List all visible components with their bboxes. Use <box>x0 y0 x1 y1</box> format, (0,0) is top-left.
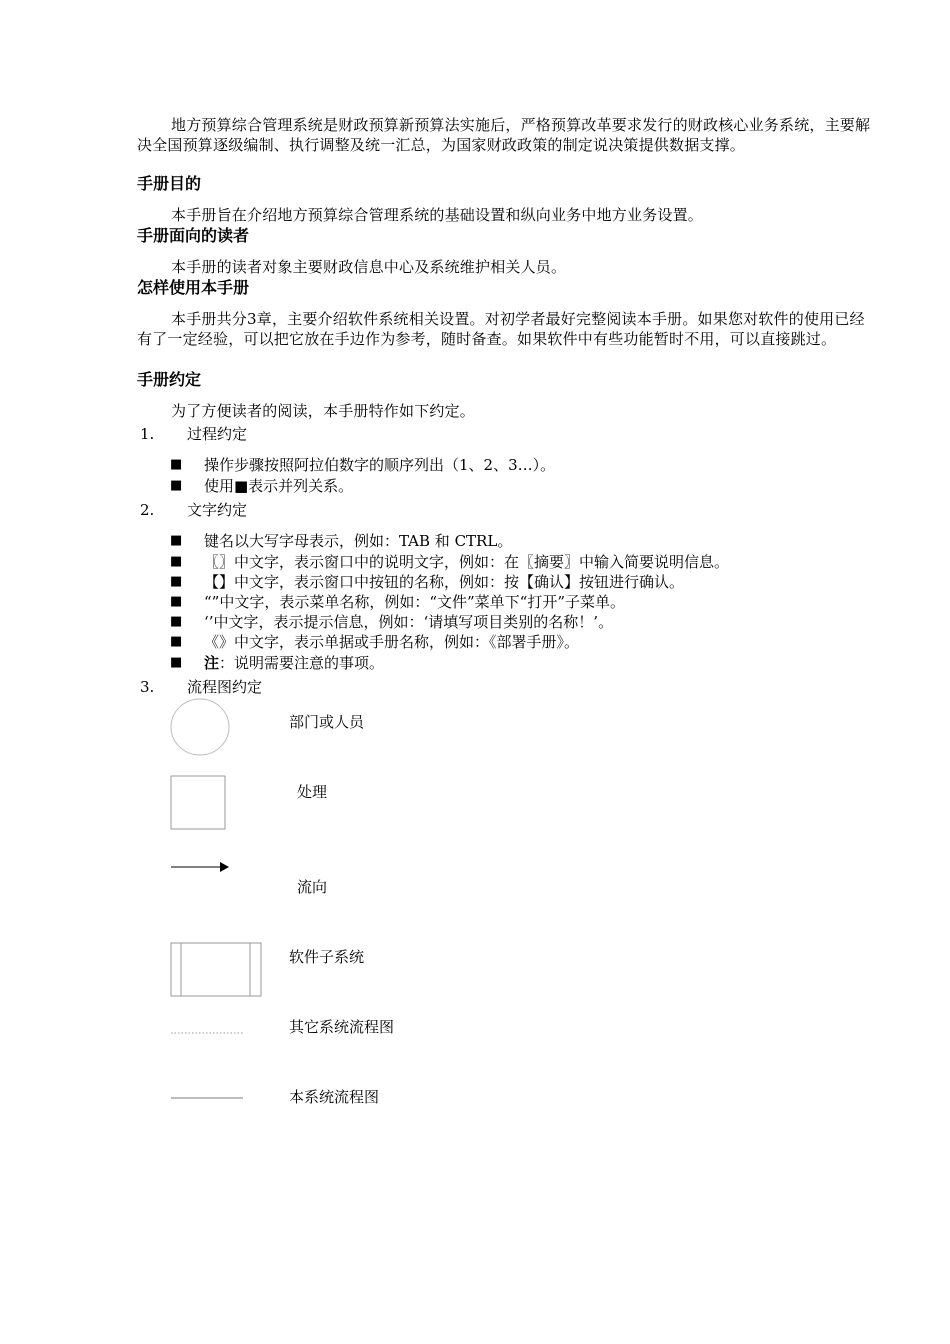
bullet-icon: ■ <box>170 634 183 649</box>
section-body-how-to-use: 本手册共分3章，主要介绍软件系统相关设置。对初学者最好完整阅读本手册。如果您对软件的使用已经有了一定经验，可以把它放在手边作为参考，随时备查。如果软件中有些功能暂时不用，可以直接跳过。 <box>137 310 865 348</box>
solid-line-icon <box>170 1095 246 1101</box>
list-title-process: 过程约定 <box>187 425 248 443</box>
circle-symbol-icon <box>169 697 231 757</box>
legend-label-department: 部门或人员 <box>289 713 365 731</box>
list-item: 使用■表示并列关系。 <box>204 477 354 495</box>
list-number-2: 2. <box>140 501 155 519</box>
intro-paragraph: 地方预算综合管理系统是财政预算新预算法实施后，严格预算改革要求发行的财政核心业务系统，主要解决全国预算逐级编制、执行调整及统一汇总，为国家财政政策的制定说决策提供数据支撑。 <box>137 116 871 154</box>
dotted-line-icon <box>170 1030 246 1036</box>
list-item: 键名以大写字母表示，例如：TAB 和 CTRL。 <box>204 532 513 550</box>
section-heading-conventions: 手册约定 <box>137 370 202 389</box>
section-body-purpose: 本手册旨在介绍地方预算综合管理系统的基础设置和纵向业务中地方业务设置。 <box>171 206 704 224</box>
section-body-conventions: 为了方便读者的阅读，本手册特作如下约定。 <box>171 402 476 420</box>
section-heading-how-to-use: 怎样使用本手册 <box>137 278 250 297</box>
list-title-text: 文字约定 <box>187 501 248 519</box>
legend-label-flow: 流向 <box>297 878 328 896</box>
bullet-icon: ■ <box>170 533 183 548</box>
legend-label-other-system: 其它系统流程图 <box>289 1018 395 1036</box>
list-item: 《》中文字，表示单据或手册名称，例如：《部署手册》。 <box>204 633 580 651</box>
list-item: 【】中文字，表示窗口中按钮的名称，例如：按【确认】按钮进行确认。 <box>204 573 685 591</box>
list-item-note <box>204 653 384 673</box>
list-item: 操作步骤按照阿拉伯数字的顺序列出（1、2、3…）。 <box>204 456 556 474</box>
legend-label-this-system: 本系统流程图 <box>289 1088 380 1106</box>
bullet-icon: ■ <box>170 574 183 589</box>
subsystem-box-icon <box>170 942 263 998</box>
arrow-right-icon <box>170 860 232 874</box>
note-text: ：说明需要注意的事项。 <box>219 654 385 672</box>
list-title-flowchart: 流程图约定 <box>187 678 263 696</box>
bullet-icon: ■ <box>170 655 183 670</box>
bullet-icon: ■ <box>170 478 183 493</box>
list-item: 〖〗中文字，表示窗口中的说明文字，例如：在〖摘要〗中输入简要说明信息。 <box>204 553 730 571</box>
bullet-icon: ■ <box>170 554 183 569</box>
process-box-icon <box>170 775 227 831</box>
bullet-icon: ■ <box>170 594 183 609</box>
legend-label-subsystem: 软件子系统 <box>289 948 365 966</box>
list-number-1: 1. <box>140 425 155 443</box>
bullet-icon: ■ <box>170 614 183 629</box>
note-label: 注 <box>204 654 220 672</box>
list-item: “”中文字，表示菜单名称，例如：“文件”菜单下“打开”子菜单。 <box>204 593 626 611</box>
list-number-3: 3. <box>140 678 155 696</box>
bullet-icon: ■ <box>170 457 183 472</box>
section-heading-purpose: 手册目的 <box>137 174 202 193</box>
list-item: ‘’中文字，表示提示信息，例如：‘请填写项目类别的名称！’。 <box>204 613 614 631</box>
section-body-readers: 本手册的读者对象主要财政信息中心及系统维护相关人员。 <box>171 258 567 276</box>
section-heading-readers: 手册面向的读者 <box>137 226 250 245</box>
legend-label-process: 处理 <box>297 783 328 801</box>
